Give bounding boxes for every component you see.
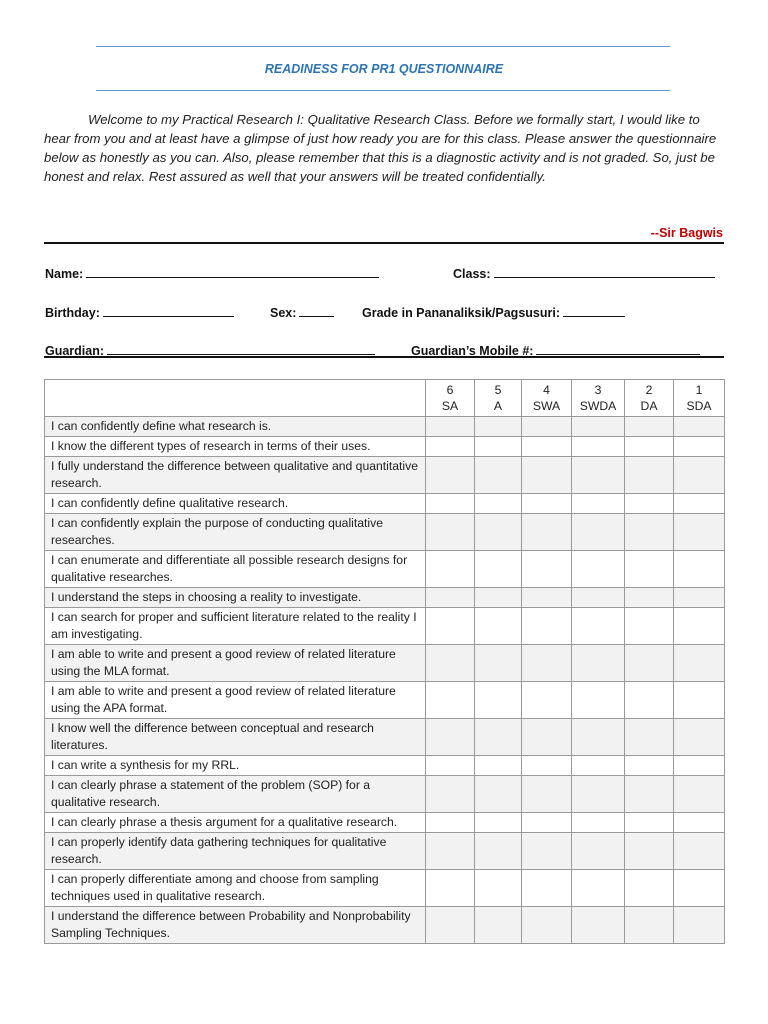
statement-row bbox=[45, 870, 725, 907]
statement-text: I know the different types of research in terms of their uses. bbox=[45, 437, 426, 457]
scale-number: 6 bbox=[446, 383, 454, 397]
rating-cell[interactable] bbox=[522, 494, 572, 514]
rating-cell[interactable] bbox=[522, 588, 572, 608]
grade-label: Grade in Pananaliksik/Pagsusuri: bbox=[362, 306, 560, 320]
scale-code: SWA bbox=[532, 399, 561, 413]
rating-cell[interactable] bbox=[475, 645, 522, 682]
rating-cell[interactable] bbox=[625, 437, 674, 457]
rating-cell[interactable] bbox=[522, 417, 572, 437]
statement-row bbox=[45, 756, 725, 776]
statement-row bbox=[45, 645, 725, 682]
rating-cell[interactable] bbox=[475, 682, 522, 719]
rating-cell[interactable] bbox=[625, 514, 674, 551]
rating-cell[interactable] bbox=[522, 907, 572, 944]
statement-row bbox=[45, 813, 725, 833]
rating-cell[interactable] bbox=[426, 514, 475, 551]
intro-text: Welcome to my Practical Research I: Qualitative Research Class. Before we formally start, I would like to hear from you and at least have a glimpse of just how ready you are for this class. Please answer the questionnaire below as honestly as you can. Also, please remember that this is a diagnostic activity and is not graded. So, just be honest and relax. Rest assured as well that your answers will be treated confidentially. bbox=[44, 112, 717, 184]
rating-cell[interactable] bbox=[674, 514, 725, 551]
rating-cell[interactable] bbox=[475, 870, 522, 907]
statement-text: I am able to write and present a good review of related literature using the APA format. bbox=[45, 682, 426, 719]
scale-number: 5 bbox=[494, 383, 502, 397]
rating-cell[interactable] bbox=[625, 417, 674, 437]
questionnaire-table bbox=[44, 379, 725, 944]
rating-cell[interactable] bbox=[572, 870, 625, 907]
rating-cell[interactable] bbox=[572, 682, 625, 719]
rating-cell[interactable] bbox=[572, 588, 625, 608]
rating-cell[interactable] bbox=[625, 682, 674, 719]
rating-cell[interactable] bbox=[522, 776, 572, 813]
rating-cell[interactable] bbox=[674, 608, 725, 645]
rating-cell[interactable] bbox=[426, 551, 475, 588]
birthday-field[interactable] bbox=[45, 304, 234, 320]
rating-cell[interactable] bbox=[522, 833, 572, 870]
rating-cell[interactable] bbox=[426, 457, 475, 494]
rating-cell[interactable] bbox=[522, 645, 572, 682]
rating-cell[interactable] bbox=[674, 776, 725, 813]
rating-cell[interactable] bbox=[475, 437, 522, 457]
scale-header bbox=[625, 380, 674, 417]
statement-text: I am able to write and present a good review of related literature using the MLA format. bbox=[45, 645, 426, 682]
rating-cell[interactable] bbox=[426, 437, 475, 457]
statement-row bbox=[45, 417, 725, 437]
rating-cell[interactable] bbox=[572, 907, 625, 944]
rating-cell[interactable] bbox=[625, 608, 674, 645]
scale-code: SA bbox=[441, 399, 459, 413]
statement-row bbox=[45, 514, 725, 551]
rating-cell[interactable] bbox=[625, 645, 674, 682]
class-field[interactable] bbox=[453, 265, 715, 281]
statement-row bbox=[45, 551, 725, 588]
rating-cell[interactable] bbox=[522, 813, 572, 833]
rating-cell[interactable] bbox=[475, 608, 522, 645]
signature: --Sir Bagwis bbox=[650, 226, 723, 240]
rating-cell[interactable] bbox=[522, 551, 572, 588]
rating-cell[interactable] bbox=[674, 494, 725, 514]
rating-cell[interactable] bbox=[522, 457, 572, 494]
statement-text: I fully understand the difference between qualitative and quantitative research. bbox=[45, 457, 426, 494]
statement-text: I can confidently define qualitative research. bbox=[45, 494, 426, 514]
rating-cell[interactable] bbox=[625, 776, 674, 813]
rating-cell[interactable] bbox=[674, 907, 725, 944]
rating-cell[interactable] bbox=[522, 756, 572, 776]
rating-cell[interactable] bbox=[522, 608, 572, 645]
rating-cell[interactable] bbox=[475, 833, 522, 870]
rating-cell[interactable] bbox=[475, 457, 522, 494]
rating-cell[interactable] bbox=[475, 417, 522, 437]
scale-number: 2 bbox=[645, 383, 653, 397]
scale-header bbox=[475, 380, 522, 417]
rating-cell[interactable] bbox=[625, 907, 674, 944]
statement-row bbox=[45, 608, 725, 645]
rating-cell[interactable] bbox=[572, 417, 625, 437]
rating-cell[interactable] bbox=[426, 608, 475, 645]
title-bottom-rule bbox=[96, 90, 670, 91]
class-blank[interactable] bbox=[494, 265, 715, 278]
rating-cell[interactable] bbox=[426, 494, 475, 514]
rating-cell[interactable] bbox=[426, 907, 475, 944]
rating-cell[interactable] bbox=[475, 514, 522, 551]
grade-field[interactable] bbox=[362, 304, 625, 320]
statement-row bbox=[45, 833, 725, 870]
statement-row bbox=[45, 457, 725, 494]
rating-cell[interactable] bbox=[522, 514, 572, 551]
rating-cell[interactable] bbox=[625, 457, 674, 494]
statement-text: I can write a synthesis for my RRL. bbox=[45, 756, 426, 776]
rating-cell[interactable] bbox=[674, 813, 725, 833]
rating-cell[interactable] bbox=[426, 588, 475, 608]
statement-row bbox=[45, 719, 725, 756]
name-blank[interactable] bbox=[86, 265, 379, 278]
statement-text: I know well the difference between conceptual and research literatures. bbox=[45, 719, 426, 756]
statement-row bbox=[45, 682, 725, 719]
rating-cell[interactable] bbox=[674, 417, 725, 437]
rating-cell[interactable] bbox=[475, 588, 522, 608]
birthday-label: Birthday: bbox=[45, 306, 100, 320]
rating-cell[interactable] bbox=[426, 719, 475, 756]
scale-code: SDA bbox=[686, 399, 712, 413]
rating-cell[interactable] bbox=[674, 719, 725, 756]
statement-row bbox=[45, 907, 725, 944]
statement-text: I can clearly phrase a statement of the problem (SOP) for a qualitative research. bbox=[45, 776, 426, 813]
rating-cell[interactable] bbox=[572, 608, 625, 645]
rating-cell[interactable] bbox=[426, 756, 475, 776]
rating-cell[interactable] bbox=[572, 551, 625, 588]
rating-cell[interactable] bbox=[674, 645, 725, 682]
rating-cell[interactable] bbox=[674, 588, 725, 608]
rating-cell[interactable] bbox=[522, 719, 572, 756]
rating-cell[interactable] bbox=[426, 813, 475, 833]
rating-cell[interactable] bbox=[572, 776, 625, 813]
scale-code: DA bbox=[640, 399, 658, 413]
document-title: READINESS FOR PR1 QUESTIONNAIRE bbox=[264, 62, 504, 76]
rating-cell[interactable] bbox=[674, 833, 725, 870]
scale-number: 1 bbox=[695, 383, 703, 397]
scale-header-row bbox=[45, 380, 725, 417]
grade-blank[interactable] bbox=[563, 304, 625, 317]
rating-cell[interactable] bbox=[674, 437, 725, 457]
rating-cell[interactable] bbox=[572, 833, 625, 870]
statement-text: I understand the steps in choosing a reality to investigate. bbox=[45, 588, 426, 608]
rating-cell[interactable] bbox=[674, 551, 725, 588]
statement-text: I can properly differentiate among and choose from sampling techniques used in qualitative research. bbox=[45, 870, 426, 907]
rating-cell[interactable] bbox=[572, 514, 625, 551]
rating-cell[interactable] bbox=[625, 719, 674, 756]
statement-header bbox=[45, 380, 426, 417]
class-label: Class: bbox=[453, 267, 491, 281]
sex-label: Sex: bbox=[270, 306, 297, 320]
rating-cell[interactable] bbox=[572, 719, 625, 756]
rating-cell[interactable] bbox=[625, 494, 674, 514]
header-divider bbox=[44, 242, 724, 244]
sex-field[interactable] bbox=[270, 304, 334, 320]
name-label: Name: bbox=[45, 267, 84, 281]
statement-text: I can confidently explain the purpose of conducting qualitative researches. bbox=[45, 514, 426, 551]
statement-row bbox=[45, 437, 725, 457]
rating-cell[interactable] bbox=[522, 682, 572, 719]
statement-text: I understand the difference between Probability and Nonprobability Sampling Techniques. bbox=[45, 907, 426, 944]
questionnaire-body bbox=[45, 417, 725, 944]
scale-header bbox=[426, 380, 475, 417]
scale-code: SWDA bbox=[579, 399, 617, 413]
rating-cell[interactable] bbox=[572, 813, 625, 833]
scale-header bbox=[572, 380, 625, 417]
rating-cell[interactable] bbox=[625, 551, 674, 588]
intro-paragraph bbox=[44, 110, 724, 186]
rating-cell[interactable] bbox=[625, 756, 674, 776]
rating-cell[interactable] bbox=[475, 551, 522, 588]
scale-number: 4 bbox=[543, 383, 550, 397]
scale-number: 3 bbox=[594, 383, 602, 397]
scale-code: A bbox=[493, 399, 503, 413]
fields-divider bbox=[44, 356, 724, 358]
rating-cell[interactable] bbox=[625, 588, 674, 608]
rating-cell[interactable] bbox=[674, 870, 725, 907]
scale-header bbox=[522, 380, 572, 417]
rating-cell[interactable] bbox=[475, 719, 522, 756]
guardian-label: Guardian: bbox=[45, 344, 105, 358]
statement-text: I can properly identify data gathering techniques for qualitative research. bbox=[45, 833, 426, 870]
rating-cell[interactable] bbox=[572, 457, 625, 494]
sex-blank[interactable] bbox=[299, 304, 334, 317]
rating-cell[interactable] bbox=[674, 756, 725, 776]
rating-cell[interactable] bbox=[674, 457, 725, 494]
title-top-rule bbox=[96, 46, 670, 47]
rating-cell[interactable] bbox=[475, 756, 522, 776]
rating-cell[interactable] bbox=[426, 417, 475, 437]
rating-cell[interactable] bbox=[522, 437, 572, 457]
statement-text: I can search for proper and sufficient literature related to the reality I am investigating. bbox=[45, 608, 426, 645]
guardian-mobile-label: Guardian’s Mobile #: bbox=[411, 344, 534, 358]
rating-cell[interactable] bbox=[475, 776, 522, 813]
scale-header bbox=[674, 380, 725, 417]
statement-text: I can confidently define what research is. bbox=[45, 417, 426, 437]
rating-cell[interactable] bbox=[572, 756, 625, 776]
guardian-blank[interactable] bbox=[107, 342, 375, 355]
rating-cell[interactable] bbox=[426, 682, 475, 719]
rating-cell[interactable] bbox=[625, 833, 674, 870]
rating-cell[interactable] bbox=[674, 682, 725, 719]
birthday-blank[interactable] bbox=[103, 304, 234, 317]
rating-cell[interactable] bbox=[475, 813, 522, 833]
statement-text: I can clearly phrase a thesis argument for a qualitative research. bbox=[45, 813, 426, 833]
name-field[interactable] bbox=[45, 265, 379, 281]
rating-cell[interactable] bbox=[625, 870, 674, 907]
rating-cell[interactable] bbox=[426, 776, 475, 813]
rating-cell[interactable] bbox=[475, 494, 522, 514]
rating-cell[interactable] bbox=[475, 907, 522, 944]
statement-row bbox=[45, 494, 725, 514]
rating-cell[interactable] bbox=[426, 870, 475, 907]
statement-row bbox=[45, 776, 725, 813]
rating-cell[interactable] bbox=[426, 833, 475, 870]
statement-row bbox=[45, 588, 725, 608]
rating-cell[interactable] bbox=[426, 645, 475, 682]
statement-text: I can enumerate and differentiate all possible research designs for qualitative researches. bbox=[45, 551, 426, 588]
rating-cell[interactable] bbox=[522, 870, 572, 907]
rating-cell[interactable] bbox=[572, 645, 625, 682]
rating-cell[interactable] bbox=[572, 494, 625, 514]
guardian-mobile-blank[interactable] bbox=[536, 342, 700, 355]
rating-cell[interactable] bbox=[572, 437, 625, 457]
rating-cell[interactable] bbox=[625, 813, 674, 833]
